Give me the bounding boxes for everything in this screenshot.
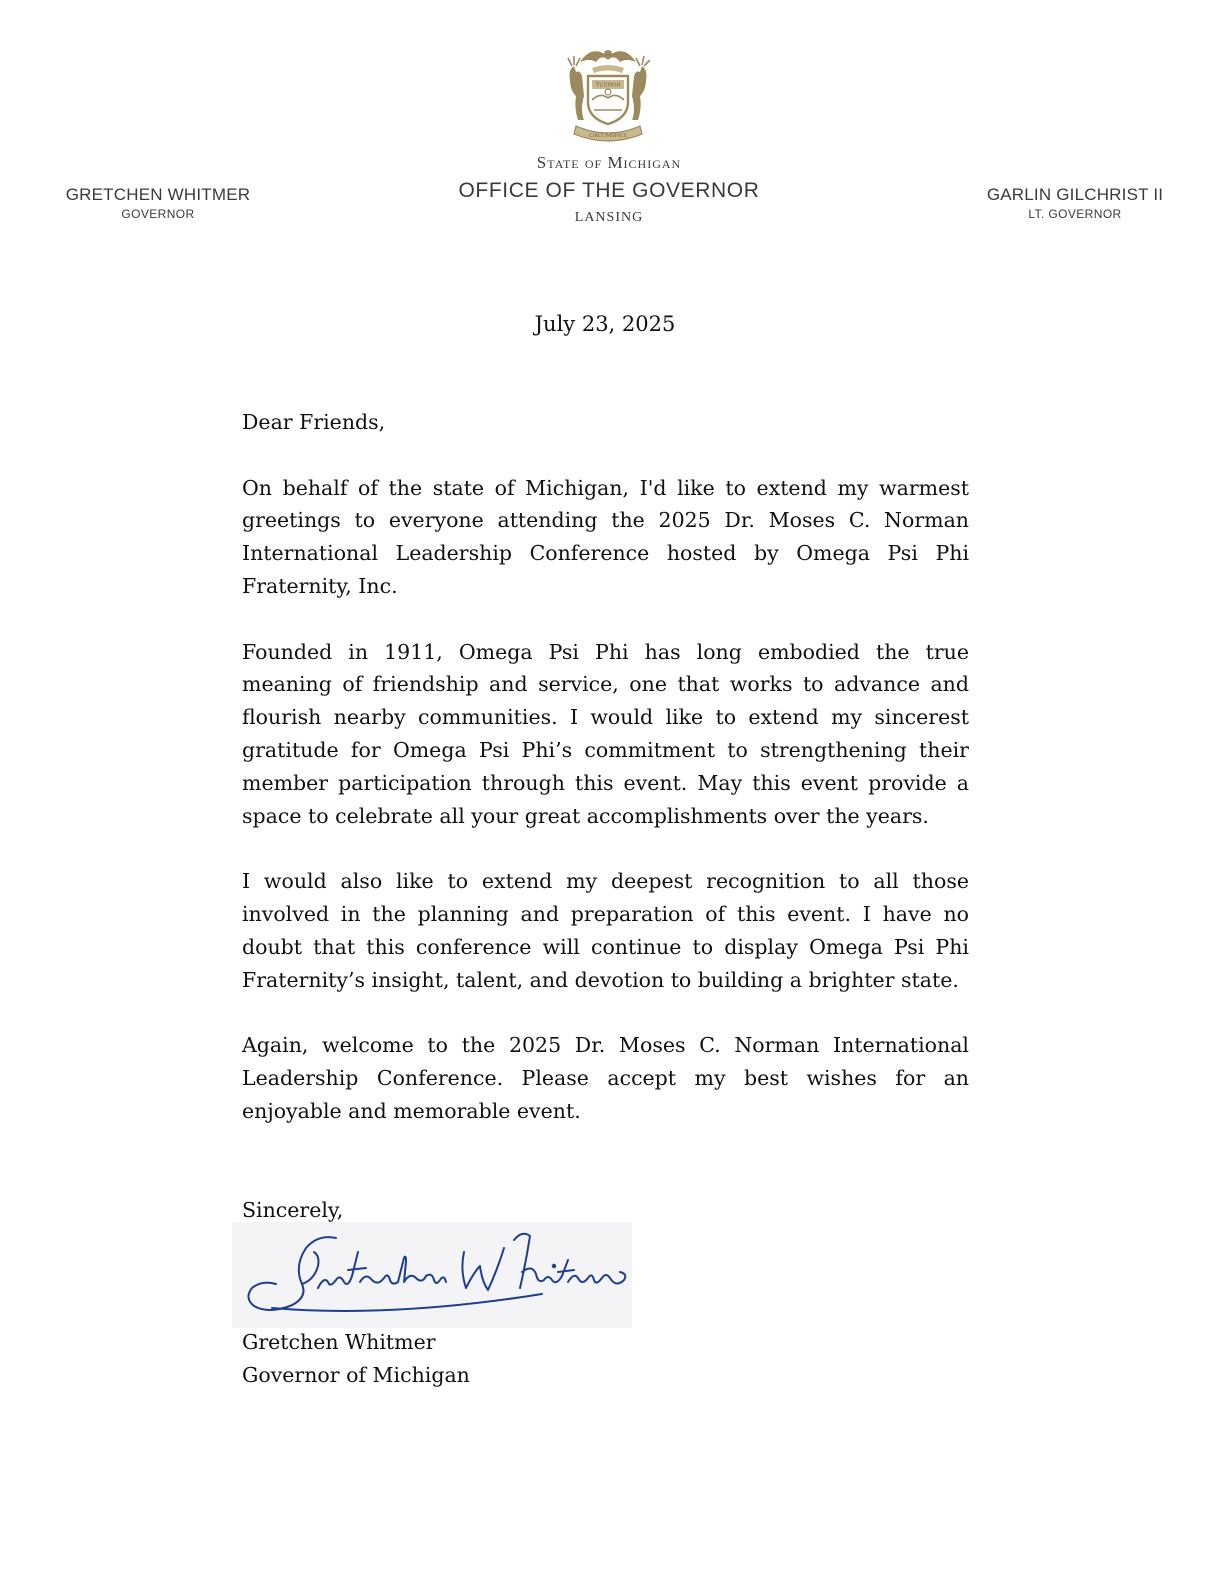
signature-image <box>232 1222 632 1328</box>
seal-motto-top: TUEBOR <box>595 82 621 89</box>
signer-block <box>242 1326 470 1392</box>
seal-motto-bottom: CIRCUMSPICE <box>588 133 628 139</box>
salutation: Dear Friends, <box>242 410 386 434</box>
letterhead <box>0 0 1224 240</box>
signer-title: Governor of Michigan <box>242 1362 470 1387</box>
paragraph-4: Again, welcome to the 2025 Dr. Moses C. Norman International Leadership Conference. Please accept my best wishes for an enjoyable and memorable event. <box>242 1033 969 1123</box>
governor-block <box>40 184 276 222</box>
office-name: OFFICE OF THE GOVERNOR <box>458 179 760 202</box>
paragraph-2: Founded in 1911, Omega Psi Phi has long embodied the true meaning of friendship and service, one that works to advance and flourish nearby communities. I would like to extend my sincerest gratitude for Omega Psi Phi’s commitment to strengthening their member participation through this event. May this event provide a space to celebrate all your great accomplishments over the years. <box>242 639 969 828</box>
lt-governor-block <box>958 184 1192 222</box>
paragraph-1: On behalf of the state of Michigan, I'd like to extend my warmest greetings to everyone attending the 2025 Dr. Moses C. Norman International Leadership Conference hosted by Omega Psi Phi Fraternity, Inc. <box>242 475 969 598</box>
governor-title: GOVERNOR <box>121 207 195 221</box>
office-block <box>360 150 858 230</box>
city-name: LANSING <box>574 210 644 225</box>
paragraph-3: I would also like to extend my deepest recognition to all those involved in the planning and preparation of this event. I have no doubt that this conference will continue to display Omega Psi Phi Fraternity’s insight, talent, and devotion to building a brighter state. <box>242 869 969 992</box>
governor-name: GRETCHEN WHITMER <box>65 185 251 204</box>
lt-governor-name: GARLIN GILCHRIST II <box>986 185 1164 204</box>
letter-body <box>242 406 969 1160</box>
handwritten-signature <box>232 1222 632 1328</box>
closing: Sincerely, <box>242 1198 344 1222</box>
letter-date: July 23, 2025 <box>534 312 676 336</box>
michigan-state-seal-icon <box>562 40 654 144</box>
signer-name: Gretchen Whitmer <box>242 1330 436 1354</box>
signature-name: Gretchen Whitmer <box>428 1326 436 1327</box>
state-name: State of Michigan <box>536 153 682 172</box>
lt-governor-title: LT. GOVERNOR <box>1028 207 1122 221</box>
